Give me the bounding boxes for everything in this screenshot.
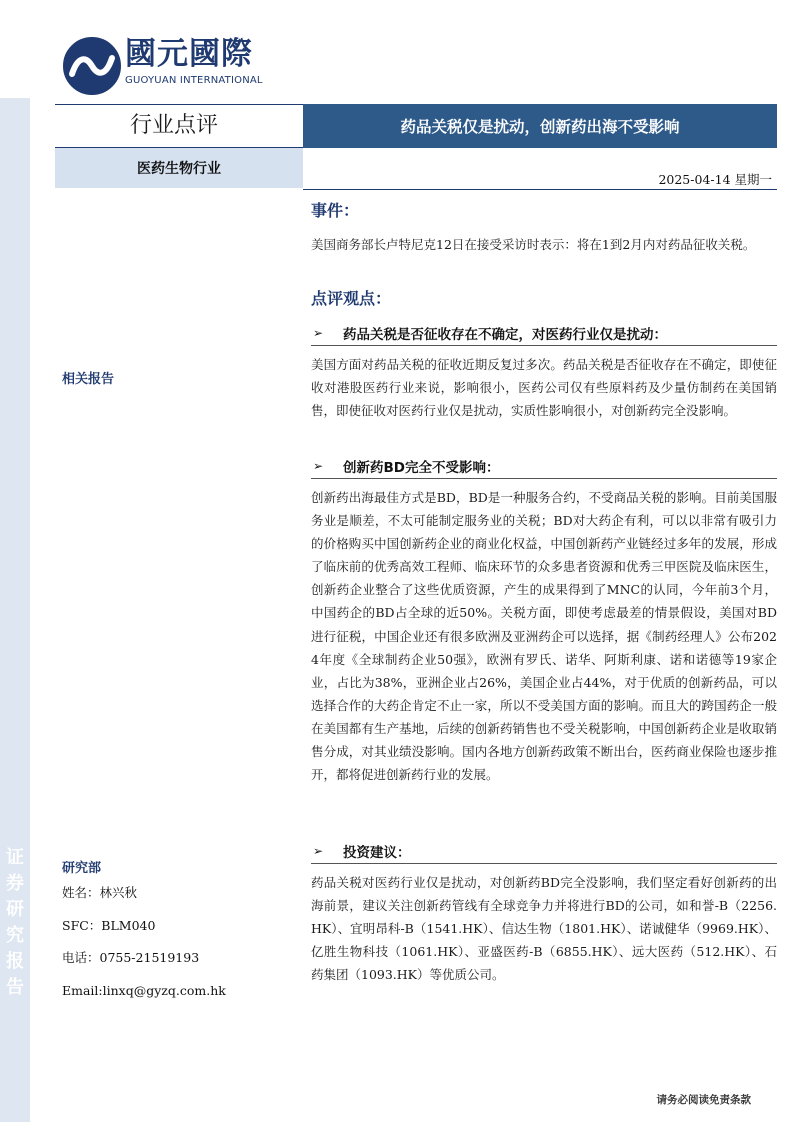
- related-reports-title: 相关报告: [62, 372, 115, 387]
- section-heading-text: 药品关税是否征收存在不确定，对医药行业仅是扰动：: [343, 326, 667, 343]
- logo-name-cn: 國元國際: [125, 36, 253, 72]
- section-text-advice: 药品关税对医药行业仅是扰动，对创新药BD完全没影响，我们坚定看好创新药的出海前景，建议关注创新药管线有全球竞争力并将进行BD的公司，如和誉-B（2256.HK）、宜明昂科-B（1541.HK）、信达生物（1801.HK）、诺诚健华（9969.HK）、亿胜生物科技（1061.HK）、亚盛医药-B（6855.HK）、远大医药（512.HK）、石药集团（1093.HK）等优质公司。: [311, 875, 777, 983]
- analyst-name: 姓名：林兴秋: [62, 885, 138, 900]
- analyst-sfc: SFC：BLM040: [62, 918, 156, 933]
- guoyuan-logo-icon: [62, 36, 122, 96]
- arrow-bullet-icon: ➢: [313, 458, 324, 473]
- logo-name-en: GUOYUAN INTERNATIONAL: [125, 75, 263, 86]
- section-heading-tariff: [311, 320, 777, 346]
- section-text-tariff: 美国方面对药品关税的征收近期反复过多次。药品关税是否征收存在不确定，即使征收对港股医药行业来说，影响很小，医药公司仅有些原料药及少量仿制药在美国销售，即使征收对医药行业仅是扰动，实质性影响很小，对创新药完全没影响。: [311, 357, 777, 419]
- disclaimer-note: 请务必阅读免责条款: [656, 1094, 751, 1106]
- section-heading-advice: [311, 838, 777, 864]
- section-heading-text: 投资建议：: [343, 844, 411, 861]
- section-heading-text: 创新药BD完全不受影响：: [343, 459, 500, 476]
- analyst-email: Email:linxq@gyzq.com.hk: [62, 983, 226, 998]
- section-heading-bd: [311, 453, 777, 479]
- side-label: 证券研究报告: [6, 847, 24, 998]
- event-text: 美国商务部长卢特尼克12日在接受采访时表示：将在1到2月内对药品征收关税。: [311, 237, 756, 252]
- research-dept-title: 研究部: [62, 861, 102, 876]
- analyst-phone: 电话：0755-21519193: [62, 950, 200, 965]
- section-text-bd: 创新药出海最佳方式是BD，BD是一种服务合约，不受商品关税的影响。目前美国服务业是顺差，不太可能制定服务业的关税；BD对大药企有利，可以以非常有吸引力的价格购买中国创新药企业的商业化权益，中国创新药产业链经过多年的发展，形成了临床前的优秀高效工程师、临床环节的众多患者资源和优秀三甲医院及临床医生，创新药企业整合了这些优质资源，产生的成果得到了MNC的认同，今年前3个月，中国药企的BD占全球的近50%。关税方面，即使考虑最差的情景假设，美国对BD进行征税，中国企业还有很多欧洲及亚洲药企可以选择，据《制药经理人》公布2024年度《全球制药企业50强》，欧洲有罗氏、诺华、阿斯利康、诺和诺德等19家企业，占比为38%，亚洲企业占26%，美国企业占44%，对于优质的创新药品，可以选择合作的大药企肯定不止一家，所以不受美国方面的影响。而且大的跨国药企一般在美国都有生产基地，后续的创新药销售也不受关税影响，中国创新药企业是收取销售分成，对其业绩没影响。国内各地方创新药政策不断出台，医药商业保险也逐步推开，都将促进创新药行业的发展。: [311, 490, 777, 783]
- arrow-bullet-icon: ➢: [313, 843, 324, 858]
- report-type: 行业点评: [130, 113, 219, 138]
- view-title: 点评观点：: [311, 289, 392, 308]
- event-title: 事件：: [311, 201, 360, 220]
- sector-label: 医药生物行业: [55, 148, 303, 188]
- arrow-bullet-icon: ➢: [313, 325, 324, 340]
- date-rule: [303, 189, 777, 190]
- report-date: 2025-04-14 星期一: [658, 172, 772, 187]
- report-title: 药品关税仅是扰动，创新药出海不受影响: [303, 104, 777, 148]
